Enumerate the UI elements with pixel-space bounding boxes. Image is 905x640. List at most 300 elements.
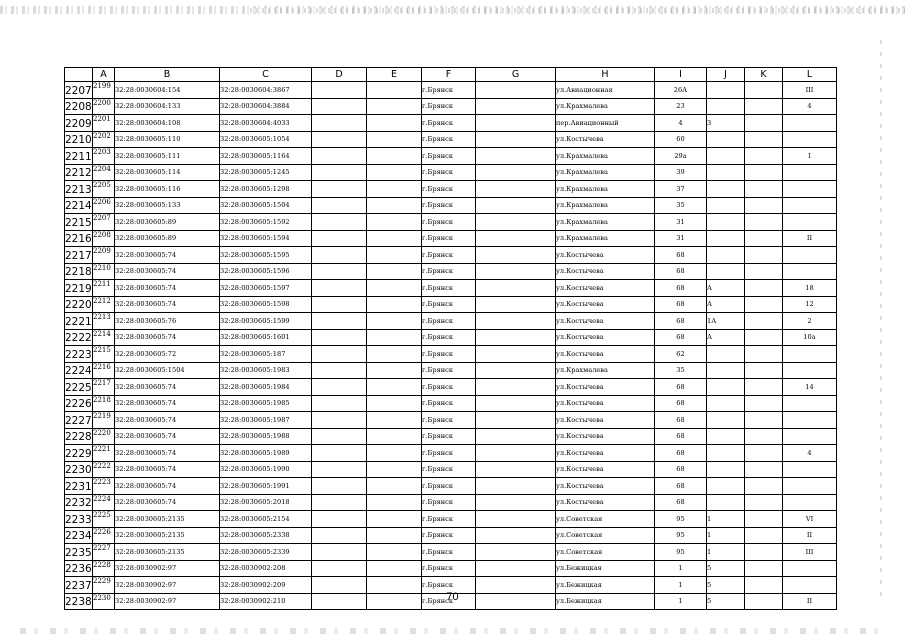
cell-g <box>476 313 556 330</box>
cell-h-street: ул.Костычева <box>556 247 655 264</box>
cell-e <box>367 197 422 214</box>
cell-g <box>476 544 556 561</box>
cell-j-building: 5 <box>707 593 745 610</box>
cell-c-cadastral-number: 32:28:0030605:1298 <box>220 181 312 198</box>
column-header-b: B <box>115 68 220 82</box>
cell-b-parcel-number: 32:28:0030605:74 <box>115 494 220 511</box>
cell-k <box>745 280 783 297</box>
row-number <box>65 181 93 198</box>
cell-l-unit <box>783 428 837 445</box>
table-row <box>65 197 837 214</box>
cell-l-unit <box>783 247 837 264</box>
cell-b-parcel-number: 32:28:0030605:74 <box>115 280 220 297</box>
cell-f-city: г.Брянск <box>422 131 476 148</box>
row-number-label: 2219 <box>65 282 92 295</box>
row-number-label: 2226 <box>65 398 92 411</box>
cell-i-house: 37 <box>655 181 707 198</box>
cell-h-street: ул.Костычева <box>556 263 655 280</box>
cell-h-street: ул.Костычева <box>556 412 655 429</box>
cell-j-building <box>707 131 745 148</box>
cell-l-unit: 18 <box>783 280 837 297</box>
column-header-e: E <box>367 68 422 82</box>
cell-a: 2216 <box>93 362 115 379</box>
cell-g <box>476 247 556 264</box>
cell-k <box>745 263 783 280</box>
cell-l-unit: 4 <box>783 98 837 115</box>
cell-l-unit: 4 <box>783 445 837 462</box>
cell-g <box>476 511 556 528</box>
row-number <box>65 362 93 379</box>
cell-f-city: г.Брянск <box>422 263 476 280</box>
row-number-label: 2220 <box>65 299 92 312</box>
table-row <box>65 131 837 148</box>
cell-i-house: 1 <box>655 577 707 594</box>
cell-l-unit <box>783 362 837 379</box>
cell-k <box>745 181 783 198</box>
cell-a: 2228 <box>93 560 115 577</box>
cell-c-cadastral-number: 32:28:0030902:209 <box>220 577 312 594</box>
row-number <box>65 98 93 115</box>
row-number <box>65 148 93 165</box>
table-row <box>65 115 837 132</box>
table-row <box>65 494 837 511</box>
row-number-label: 2221 <box>65 315 92 328</box>
cell-d <box>312 82 367 99</box>
row-number <box>65 527 93 544</box>
cell-e <box>367 544 422 561</box>
table-row <box>65 478 837 495</box>
cell-f-city: г.Брянск <box>422 511 476 528</box>
cell-k <box>745 148 783 165</box>
cell-i-house: 68 <box>655 494 707 511</box>
cell-f-city: г.Брянск <box>422 478 476 495</box>
cell-d <box>312 379 367 396</box>
cell-k <box>745 346 783 363</box>
row-number-label: 2222 <box>65 332 92 345</box>
table-row <box>65 82 837 99</box>
cell-i-house: 68 <box>655 478 707 495</box>
cell-d <box>312 313 367 330</box>
cell-j-building <box>707 461 745 478</box>
row-number-label: 2234 <box>65 530 92 543</box>
cell-d <box>312 280 367 297</box>
cell-b-parcel-number: 32:28:0030604:108 <box>115 115 220 132</box>
cell-d <box>312 263 367 280</box>
cell-j-building <box>707 362 745 379</box>
cell-b-parcel-number: 32:28:0030605:76 <box>115 313 220 330</box>
cell-e <box>367 214 422 231</box>
cell-g <box>476 214 556 231</box>
column-header-l: L <box>783 68 837 82</box>
cell-e <box>367 445 422 462</box>
page-number: 70 <box>446 591 459 603</box>
cell-e <box>367 494 422 511</box>
cell-j-building: 3 <box>707 115 745 132</box>
cell-e <box>367 379 422 396</box>
cell-f-city: г.Брянск <box>422 296 476 313</box>
cell-f-city: г.Брянск <box>422 560 476 577</box>
cell-c-cadastral-number: 32:28:0030605:1597 <box>220 280 312 297</box>
row-number-label: 2236 <box>65 563 92 576</box>
cell-l-unit: VI <box>783 511 837 528</box>
cell-d <box>312 527 367 544</box>
row-number-label: 2232 <box>65 497 92 510</box>
cell-l-unit <box>783 560 837 577</box>
cell-f-city: г.Брянск <box>422 115 476 132</box>
cell-c-cadastral-number: 32:28:0030604:4033 <box>220 115 312 132</box>
cell-e <box>367 280 422 297</box>
table-row <box>65 560 837 577</box>
cell-f-city: г.Брянск <box>422 577 476 594</box>
cell-i-house: 68 <box>655 313 707 330</box>
cell-b-parcel-number: 32:28:0030605:74 <box>115 329 220 346</box>
cell-l-unit <box>783 478 837 495</box>
cell-g <box>476 478 556 495</box>
cell-i-house: 68 <box>655 379 707 396</box>
cell-d <box>312 478 367 495</box>
cell-i-house: 31 <box>655 230 707 247</box>
cell-a: 2208 <box>93 230 115 247</box>
cell-h-street: ул.Крахмалева <box>556 164 655 181</box>
cell-i-house: 68 <box>655 263 707 280</box>
row-number <box>65 461 93 478</box>
cell-h-street: ул.Крахмалева <box>556 230 655 247</box>
cell-h-street: ул.Бежицкая <box>556 593 655 610</box>
cell-h-street: ул.Костычева <box>556 313 655 330</box>
cell-d <box>312 181 367 198</box>
cell-k <box>745 544 783 561</box>
cell-j-building <box>707 445 745 462</box>
table-row <box>65 412 837 429</box>
cell-j-building <box>707 428 745 445</box>
table-row <box>65 329 837 346</box>
cell-d <box>312 461 367 478</box>
column-header-h: H <box>556 68 655 82</box>
cell-d <box>312 544 367 561</box>
cell-g <box>476 445 556 462</box>
table-row <box>65 164 837 181</box>
cell-a: 2220 <box>93 428 115 445</box>
row-number <box>65 346 93 363</box>
cell-k <box>745 164 783 181</box>
cell-a: 2201 <box>93 115 115 132</box>
cell-k <box>745 296 783 313</box>
cell-i-house: 68 <box>655 296 707 313</box>
cell-d <box>312 247 367 264</box>
cell-i-house: 95 <box>655 511 707 528</box>
cell-h-street: ул.Костычева <box>556 346 655 363</box>
cell-f-city: г.Брянск <box>422 197 476 214</box>
spreadsheet-table <box>64 67 837 610</box>
cell-g <box>476 560 556 577</box>
cell-e <box>367 428 422 445</box>
cell-f-city: г.Брянск <box>422 329 476 346</box>
cell-c-cadastral-number: 32:28:0030605:1598 <box>220 296 312 313</box>
cell-j-building: 5 <box>707 560 745 577</box>
cell-k <box>745 362 783 379</box>
table-row <box>65 445 837 462</box>
cell-c-cadastral-number: 32:28:0030605:1988 <box>220 428 312 445</box>
cell-h-street: ул.Крахмалева <box>556 197 655 214</box>
cell-f-city: г.Брянск <box>422 230 476 247</box>
row-number-label: 2218 <box>65 266 92 279</box>
cell-e <box>367 115 422 132</box>
cell-g <box>476 263 556 280</box>
cell-f-city: г.Брянск <box>422 148 476 165</box>
cell-f-city: г.Брянск <box>422 428 476 445</box>
row-number <box>65 214 93 231</box>
cell-f-city: г.Брянск <box>422 181 476 198</box>
cell-b-parcel-number: 32:28:0030605:89 <box>115 230 220 247</box>
cell-b-parcel-number: 32:28:0030605:74 <box>115 478 220 495</box>
cell-i-house: 68 <box>655 445 707 462</box>
cell-c-cadastral-number: 32:28:0030605:1599 <box>220 313 312 330</box>
table-row <box>65 379 837 396</box>
cell-l-unit: II <box>783 593 837 610</box>
cell-a: 2209 <box>93 247 115 264</box>
cell-j-building <box>707 82 745 99</box>
cell-l-unit <box>783 115 837 132</box>
cell-b-parcel-number: 32:28:0030604:154 <box>115 82 220 99</box>
cell-b-parcel-number: 32:28:0030605:114 <box>115 164 220 181</box>
cell-a: 2224 <box>93 494 115 511</box>
cell-c-cadastral-number: 32:28:0030902:208 <box>220 560 312 577</box>
cell-b-parcel-number: 32:28:0030605:74 <box>115 395 220 412</box>
cell-h-street: ул.Костычева <box>556 478 655 495</box>
row-number <box>65 428 93 445</box>
row-number-label: 2238 <box>65 596 92 609</box>
row-number <box>65 197 93 214</box>
cell-h-street: ул.Советская <box>556 544 655 561</box>
row-number-label: 2213 <box>65 183 92 196</box>
column-header-g: G <box>476 68 556 82</box>
table-row <box>65 296 837 313</box>
cell-a: 2205 <box>93 181 115 198</box>
cell-k <box>745 494 783 511</box>
cell-d <box>312 445 367 462</box>
cell-i-house: 39 <box>655 164 707 181</box>
cell-g <box>476 379 556 396</box>
cell-h-street: ул.Костычева <box>556 296 655 313</box>
cell-e <box>367 346 422 363</box>
cell-h-street: ул.Костычева <box>556 395 655 412</box>
cell-d <box>312 296 367 313</box>
row-number <box>65 115 93 132</box>
cell-l-unit <box>783 263 837 280</box>
cell-k <box>745 527 783 544</box>
table-row <box>65 247 837 264</box>
cell-d <box>312 214 367 231</box>
cell-g <box>476 527 556 544</box>
cell-h-street: ул.Крахмалева <box>556 148 655 165</box>
cell-e <box>367 511 422 528</box>
cell-c-cadastral-number: 32:28:0030604:3867 <box>220 82 312 99</box>
table-row <box>65 98 837 115</box>
cell-g <box>476 230 556 247</box>
cell-c-cadastral-number: 32:28:0030605:1984 <box>220 379 312 396</box>
row-number <box>65 494 93 511</box>
cell-i-house: 68 <box>655 395 707 412</box>
cell-f-city: г.Брянск <box>422 527 476 544</box>
cell-c-cadastral-number: 32:28:0030605:2338 <box>220 527 312 544</box>
cell-i-house: 4 <box>655 115 707 132</box>
cell-j-building: 1 <box>707 511 745 528</box>
row-number <box>65 329 93 346</box>
cell-b-parcel-number: 32:28:0030902:97 <box>115 593 220 610</box>
cell-j-building <box>707 148 745 165</box>
scan-noise-bottom <box>20 628 880 634</box>
cell-e <box>367 131 422 148</box>
cell-a: 2200 <box>93 98 115 115</box>
cell-b-parcel-number: 32:28:0030902:97 <box>115 577 220 594</box>
cell-k <box>745 329 783 346</box>
row-number-label: 2210 <box>65 134 92 147</box>
row-number-label: 2237 <box>65 579 92 592</box>
row-number <box>65 379 93 396</box>
cell-j-building <box>707 197 745 214</box>
cell-d <box>312 494 367 511</box>
cell-l-unit: III <box>783 544 837 561</box>
cell-h-street: ул.Костычева <box>556 494 655 511</box>
cell-i-house: 68 <box>655 428 707 445</box>
cell-g <box>476 428 556 445</box>
table-row <box>65 230 837 247</box>
cell-b-parcel-number: 32:28:0030605:89 <box>115 214 220 231</box>
row-number <box>65 412 93 429</box>
cell-h-street: ул.Костычева <box>556 445 655 462</box>
cell-d <box>312 115 367 132</box>
cell-h-street: ул.Крахмалева <box>556 214 655 231</box>
cell-e <box>367 230 422 247</box>
cell-h-street: ул.Крахмалева <box>556 98 655 115</box>
cell-b-parcel-number: 32:28:0030605:74 <box>115 461 220 478</box>
cell-g <box>476 329 556 346</box>
row-number <box>65 263 93 280</box>
row-number-label: 2231 <box>65 480 92 493</box>
cell-f-city: г.Брянск <box>422 82 476 99</box>
row-number <box>65 313 93 330</box>
cell-j-building <box>707 412 745 429</box>
cell-a: 2206 <box>93 197 115 214</box>
cell-f-city: г.Брянск <box>422 412 476 429</box>
cell-f-city: г.Брянск <box>422 379 476 396</box>
cell-b-parcel-number: 32:28:0030605:133 <box>115 197 220 214</box>
cell-c-cadastral-number: 32:28:0030604:3884 <box>220 98 312 115</box>
cell-l-unit: III <box>783 82 837 99</box>
cell-b-parcel-number: 32:28:0030605:1504 <box>115 362 220 379</box>
table-row <box>65 263 837 280</box>
cell-c-cadastral-number: 32:28:0030605:1164 <box>220 148 312 165</box>
cell-f-city: г.Брянск <box>422 461 476 478</box>
cell-h-street: ул.Авиационная <box>556 82 655 99</box>
table-row <box>65 527 837 544</box>
cell-l-unit <box>783 164 837 181</box>
cell-h-street: ул.Костычева <box>556 329 655 346</box>
cell-e <box>367 181 422 198</box>
row-number-label: 2216 <box>65 233 92 246</box>
cell-l-unit <box>783 197 837 214</box>
cell-l-unit: II <box>783 527 837 544</box>
row-number <box>65 280 93 297</box>
cell-b-parcel-number: 32:28:0030605:74 <box>115 263 220 280</box>
cell-d <box>312 395 367 412</box>
cell-e <box>367 313 422 330</box>
row-number-label: 2225 <box>65 381 92 394</box>
cell-e <box>367 296 422 313</box>
row-number <box>65 445 93 462</box>
cell-f-city: г.Брянск <box>422 280 476 297</box>
cell-j-building <box>707 164 745 181</box>
cell-i-house: 29а <box>655 148 707 165</box>
cell-g <box>476 494 556 511</box>
column-header-k: K <box>745 68 783 82</box>
cell-a: 2212 <box>93 296 115 313</box>
cell-g <box>476 181 556 198</box>
cell-g <box>476 395 556 412</box>
cell-d <box>312 412 367 429</box>
table-row <box>65 280 837 297</box>
cell-b-parcel-number: 32:28:0030605:74 <box>115 412 220 429</box>
cell-c-cadastral-number: 32:28:0030605:1592 <box>220 214 312 231</box>
cell-k <box>745 461 783 478</box>
cell-c-cadastral-number: 32:28:0030605:1595 <box>220 247 312 264</box>
cell-k <box>745 445 783 462</box>
cell-e <box>367 164 422 181</box>
cell-c-cadastral-number: 32:28:0030605:1990 <box>220 461 312 478</box>
cell-e <box>367 82 422 99</box>
cell-f-city: г.Брянск <box>422 593 476 610</box>
column-header-j: J <box>707 68 745 82</box>
cell-a: 2229 <box>93 577 115 594</box>
cell-i-house: 1 <box>655 593 707 610</box>
cell-b-parcel-number: 32:28:0030605:2135 <box>115 511 220 528</box>
cell-f-city: г.Брянск <box>422 247 476 264</box>
cell-j-building <box>707 247 745 264</box>
cell-b-parcel-number: 32:28:0030605:2135 <box>115 527 220 544</box>
cell-g <box>476 362 556 379</box>
row-number-label: 2214 <box>65 200 92 213</box>
cell-d <box>312 98 367 115</box>
row-number-label: 2229 <box>65 447 92 460</box>
cell-d <box>312 511 367 528</box>
cell-a: 2226 <box>93 527 115 544</box>
cell-f-city: г.Брянск <box>422 346 476 363</box>
cell-h-street: пер.Авиационный <box>556 115 655 132</box>
cell-d <box>312 362 367 379</box>
table-row <box>65 148 837 165</box>
cell-a: 2204 <box>93 164 115 181</box>
cell-g <box>476 115 556 132</box>
cell-a: 2203 <box>93 148 115 165</box>
cell-g <box>476 131 556 148</box>
cell-c-cadastral-number: 32:28:0030605:1991 <box>220 478 312 495</box>
cell-k <box>745 313 783 330</box>
row-number <box>65 511 93 528</box>
cell-b-parcel-number: 32:28:0030604:133 <box>115 98 220 115</box>
table-row <box>65 362 837 379</box>
cell-c-cadastral-number: 32:28:0030605:1504 <box>220 197 312 214</box>
cell-b-parcel-number: 32:28:0030605:110 <box>115 131 220 148</box>
cell-a: 2222 <box>93 461 115 478</box>
row-number-label: 2227 <box>65 414 92 427</box>
cell-a: 2219 <box>93 412 115 429</box>
row-number-label: 2209 <box>65 117 92 130</box>
cell-j-building: 1А <box>707 313 745 330</box>
table-row <box>65 313 837 330</box>
cell-j-building: 5 <box>707 577 745 594</box>
row-number-label: 2211 <box>65 150 92 163</box>
cell-d <box>312 428 367 445</box>
